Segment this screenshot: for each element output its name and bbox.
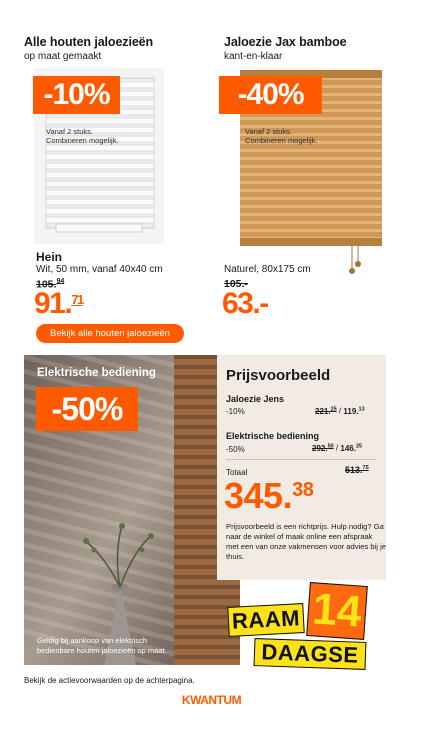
daagse-word: DAAGSE [254,638,367,670]
left-new-price: 91.71 [34,287,83,320]
card-divider [226,459,376,460]
raam-14-daagse-logo [224,582,374,668]
fourteen-number: 14 [306,582,368,640]
view-all-wooden-blinds-button[interactable]: Bekijk alle houten jaloezieën [36,324,184,343]
kwantum-logo: KWANTUM [181,693,242,707]
left-product-name: Hein [36,250,63,264]
footer-text: Bekijk de actievoorwaarden op de achterpagina. [24,676,195,685]
right-new-price: 63.- [222,287,268,320]
left-product-subtitle: op maat gemaakt [24,51,102,62]
price-disclaimer: Prijsvoorbeeld is een richtprijs. Hulp nodig? Ga naar de winkel of maak online een afspraak met een van onze vakmensen voor advies bij je thuis. [226,522,386,562]
item1-discount: -10% [226,407,245,416]
total-price: 345.38 [224,475,314,516]
price-example-title: Prijsvoorbeeld [226,367,331,384]
item2-prices: 292.50 / 146.25 [312,443,363,453]
right-product-title: Jaloezie Jax bamboe [224,35,347,49]
total-label: Totaal [226,468,248,477]
left-product-title: Alle houten jaloezieën [24,35,154,49]
left-product-desc: Wit, 50 mm, vanaf 40x40 cm [36,264,163,275]
right-product-desc: Naturel, 80x175 cm [224,264,311,275]
right-old-price: 105.- [224,278,248,290]
right-product-subtitle: kant-en-klaar [224,51,283,62]
right-discount-badge: -40% [219,76,322,114]
electric-label: Elektrische bediening [37,367,156,379]
right-offer-note: Vanaf 2 stuks. Combineren mogelijk. [245,127,318,146]
raam-word: RAAM [227,603,304,637]
item1-name: Jaloezie Jens [226,394,285,404]
item2-discount: -50% [226,445,245,454]
electric-footnote: Geldig bij aankoop van elektrisch bedienbare houten jaloezieën op maat. [37,636,167,655]
item2-name: Elektrische bediening [226,431,320,441]
electric-discount-badge: -50% [36,387,138,431]
left-offer-note: Vanaf 2 stuks. Combineren mogelijk. [46,127,119,146]
left-old-price: 105.94 [36,278,65,291]
total-old-price: 513.75 [345,465,369,475]
item1-prices: 221.25 / 119.13 [315,406,365,416]
left-discount-badge: -10% [33,76,120,114]
